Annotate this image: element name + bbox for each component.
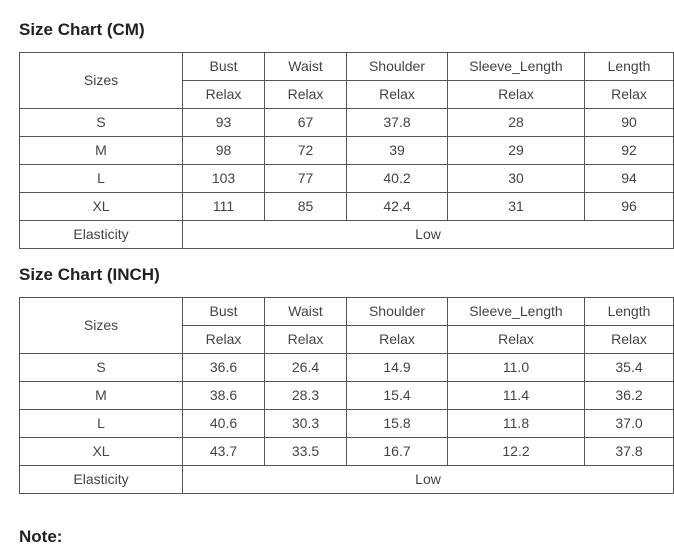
value-cell: 37.8: [347, 109, 448, 137]
value-cell: 93: [183, 109, 265, 137]
value-cell: 85: [265, 193, 347, 221]
value-cell: 11.8: [448, 410, 585, 438]
value-cell: 40.2: [347, 165, 448, 193]
size-cell: L: [20, 410, 183, 438]
value-cell: 39: [347, 137, 448, 165]
column-header-sleeve-length: Sleeve_Length: [448, 298, 585, 326]
column-header-length: Length: [585, 298, 674, 326]
size-cell: S: [20, 109, 183, 137]
subheader-cell: Relax: [585, 326, 674, 354]
column-header-bust: Bust: [183, 298, 265, 326]
value-cell: 31: [448, 193, 585, 221]
value-cell: 37.0: [585, 410, 674, 438]
value-cell: 43.7: [183, 438, 265, 466]
value-cell: 90: [585, 109, 674, 137]
elasticity-label: Elasticity: [20, 466, 183, 494]
value-cell: 36.2: [585, 382, 674, 410]
subheader-cell: Relax: [585, 81, 674, 109]
value-cell: 92: [585, 137, 674, 165]
value-cell: 103: [183, 165, 265, 193]
elasticity-label: Elasticity: [20, 221, 183, 249]
table-row: [20, 193, 674, 221]
value-cell: 12.2: [448, 438, 585, 466]
size-cell: XL: [20, 438, 183, 466]
size-chart-inch-title: Size Chart (INCH): [19, 265, 160, 284]
table-row: [20, 354, 674, 382]
column-header-length: Length: [585, 53, 674, 81]
value-cell: 37.8: [585, 438, 674, 466]
subheader-cell: Relax: [347, 81, 448, 109]
value-cell: 38.6: [183, 382, 265, 410]
note-heading: Note:: [19, 527, 63, 546]
column-header-shoulder: Shoulder: [347, 298, 448, 326]
subheader-cell: Relax: [448, 326, 585, 354]
column-header-waist: Waist: [265, 298, 347, 326]
value-cell: 15.4: [347, 382, 448, 410]
size-chart-inch-table: [19, 297, 674, 494]
table-row: [20, 410, 674, 438]
value-cell: 26.4: [265, 354, 347, 382]
elasticity-value: Low: [183, 221, 674, 249]
size-cell: S: [20, 354, 183, 382]
value-cell: 72: [265, 137, 347, 165]
subheader-cell: Relax: [347, 326, 448, 354]
table-row: [20, 109, 674, 137]
subheader-cell: Relax: [448, 81, 585, 109]
subheader-cell: Relax: [183, 326, 265, 354]
value-cell: 28: [448, 109, 585, 137]
column-header-bust: Bust: [183, 53, 265, 81]
value-cell: 42.4: [347, 193, 448, 221]
value-cell: 30.3: [265, 410, 347, 438]
value-cell: 29: [448, 137, 585, 165]
value-cell: 28.3: [265, 382, 347, 410]
value-cell: 77: [265, 165, 347, 193]
column-header-waist: Waist: [265, 53, 347, 81]
size-cell: L: [20, 165, 183, 193]
table-header-row: [20, 53, 674, 81]
value-cell: 94: [585, 165, 674, 193]
size-cell: M: [20, 382, 183, 410]
value-cell: 14.9: [347, 354, 448, 382]
subheader-cell: Relax: [183, 81, 265, 109]
value-cell: 96: [585, 193, 674, 221]
value-cell: 15.8: [347, 410, 448, 438]
subheader-cell: Relax: [265, 81, 347, 109]
size-chart-cm-table: [19, 52, 674, 249]
value-cell: 67: [265, 109, 347, 137]
table-header-row: [20, 298, 674, 326]
value-cell: 35.4: [585, 354, 674, 382]
sizes-header-cell: Sizes: [20, 298, 183, 354]
sizes-header-cell: Sizes: [20, 53, 183, 109]
size-cell: M: [20, 137, 183, 165]
size-chart-cm-title: Size Chart (CM): [19, 20, 145, 39]
value-cell: 36.6: [183, 354, 265, 382]
value-cell: 98: [183, 137, 265, 165]
value-cell: 111: [183, 193, 265, 221]
value-cell: 40.6: [183, 410, 265, 438]
subheader-cell: Relax: [265, 326, 347, 354]
value-cell: 33.5: [265, 438, 347, 466]
elasticity-value: Low: [183, 466, 674, 494]
table-row: [20, 165, 674, 193]
column-header-sleeve-length: Sleeve_Length: [448, 53, 585, 81]
size-cell: XL: [20, 193, 183, 221]
elasticity-row: [20, 221, 674, 249]
table-row: [20, 137, 674, 165]
table-row: [20, 382, 674, 410]
elasticity-row: [20, 466, 674, 494]
value-cell: 30: [448, 165, 585, 193]
table-row: [20, 438, 674, 466]
column-header-shoulder: Shoulder: [347, 53, 448, 81]
value-cell: 11.4: [448, 382, 585, 410]
value-cell: 16.7: [347, 438, 448, 466]
value-cell: 11.0: [448, 354, 585, 382]
